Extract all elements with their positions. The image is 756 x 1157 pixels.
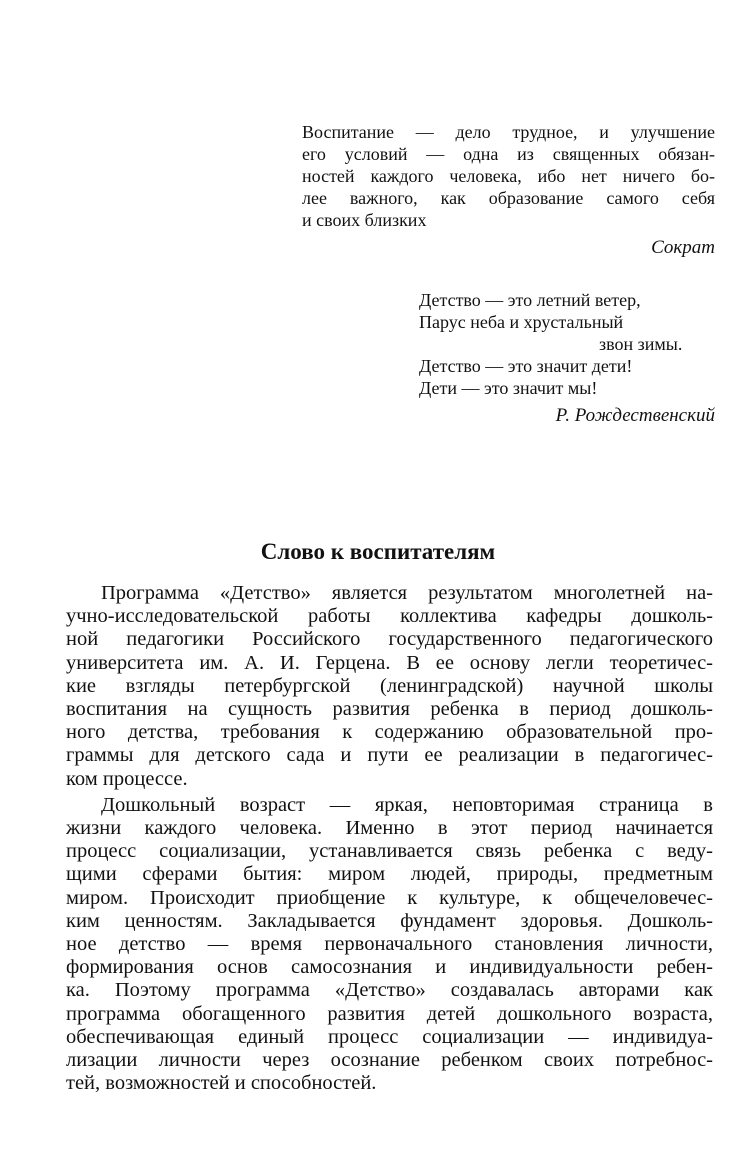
text-line: ким ценностям. Закладывается фундамент здоровья. Дошколь- <box>66 909 713 932</box>
epigraph-author: Р. Рождественский <box>555 405 715 426</box>
epigraph-line: его условий — одна из священных обязан- <box>302 144 715 164</box>
text-line: лизации личности через осознание ребенком своих потребнос- <box>66 1049 713 1072</box>
text-line: ной педагогики Российского государственного педагогического <box>66 628 713 651</box>
poem-line: Парус неба и хрустальный <box>419 312 624 332</box>
paragraph <box>66 582 713 791</box>
epigraph-author: Сократ <box>651 237 715 258</box>
text-line: жизни каждого человека. Именно в этот период начинается <box>66 817 713 840</box>
text-line: обеспечивающая единый процесс социализации — индивидуа- <box>66 1025 713 1048</box>
poem-line: Детство — это значит дети! <box>419 356 633 376</box>
epigraph-socrates <box>302 121 715 259</box>
text-line: тей, возможностей и способностей. <box>66 1072 377 1095</box>
epigraph-line: лее важного, как образование самого себя <box>302 188 715 208</box>
epigraph-poem <box>419 289 715 427</box>
text-line: учно-исследовательской работы коллектива кафедры дошколь- <box>66 605 713 628</box>
poem-line: Дети — это значит мы! <box>419 378 598 398</box>
text-line: кие взгляды петербургской (ленинградской) научной школы <box>66 674 713 697</box>
poem-line: Детство — это летний ветер, <box>419 290 641 310</box>
body-text <box>66 582 713 1095</box>
text-line: воспитания на сущность развития ребенка в период дошколь- <box>66 698 713 721</box>
text-line: программа обогащенного развития детей дошкольного возраста, <box>66 1002 713 1025</box>
text-line: ного детства, требования к содержанию образовательной про- <box>66 721 713 744</box>
epigraph-line: и своих близких <box>302 210 427 230</box>
section-title: Слово к воспитателям <box>260 539 496 564</box>
epigraph-line: Воспитание — дело трудное, и улучшение <box>302 122 715 142</box>
text-line: Программа «Детство» является результатом многолетней на- <box>101 582 713 604</box>
text-line: миром. Происходит приобщение к культуре, к общечеловечес- <box>66 886 713 909</box>
paragraph <box>66 794 713 1096</box>
text-line: формирования основ самосознания и индивидуальности ребен- <box>66 956 713 979</box>
text-line: ка. Поэтому программа «Детство» создавалась авторами как <box>66 979 713 1002</box>
text-line: Дошкольный возраст — яркая, неповторимая страница в <box>101 793 713 816</box>
text-line: ное детство — время первоначального становления личности, <box>66 933 713 956</box>
text-line: граммы для детского сада и пути ее реализации в педагогичес- <box>66 744 713 767</box>
text-line: университета им. А. И. Герцена. В ее основу легли теоретичес- <box>66 651 713 674</box>
epigraph-line: ностей каждого человека, ибо нет ничего бо- <box>302 166 715 186</box>
text-line: щими сферами бытия: миром людей, природы, предметным <box>66 863 713 886</box>
poem-line: звон зимы. <box>599 334 683 354</box>
text-line: процесс социализации, устанавливается связь ребенка с веду- <box>66 840 713 863</box>
text-line: ком процессе. <box>66 767 188 790</box>
